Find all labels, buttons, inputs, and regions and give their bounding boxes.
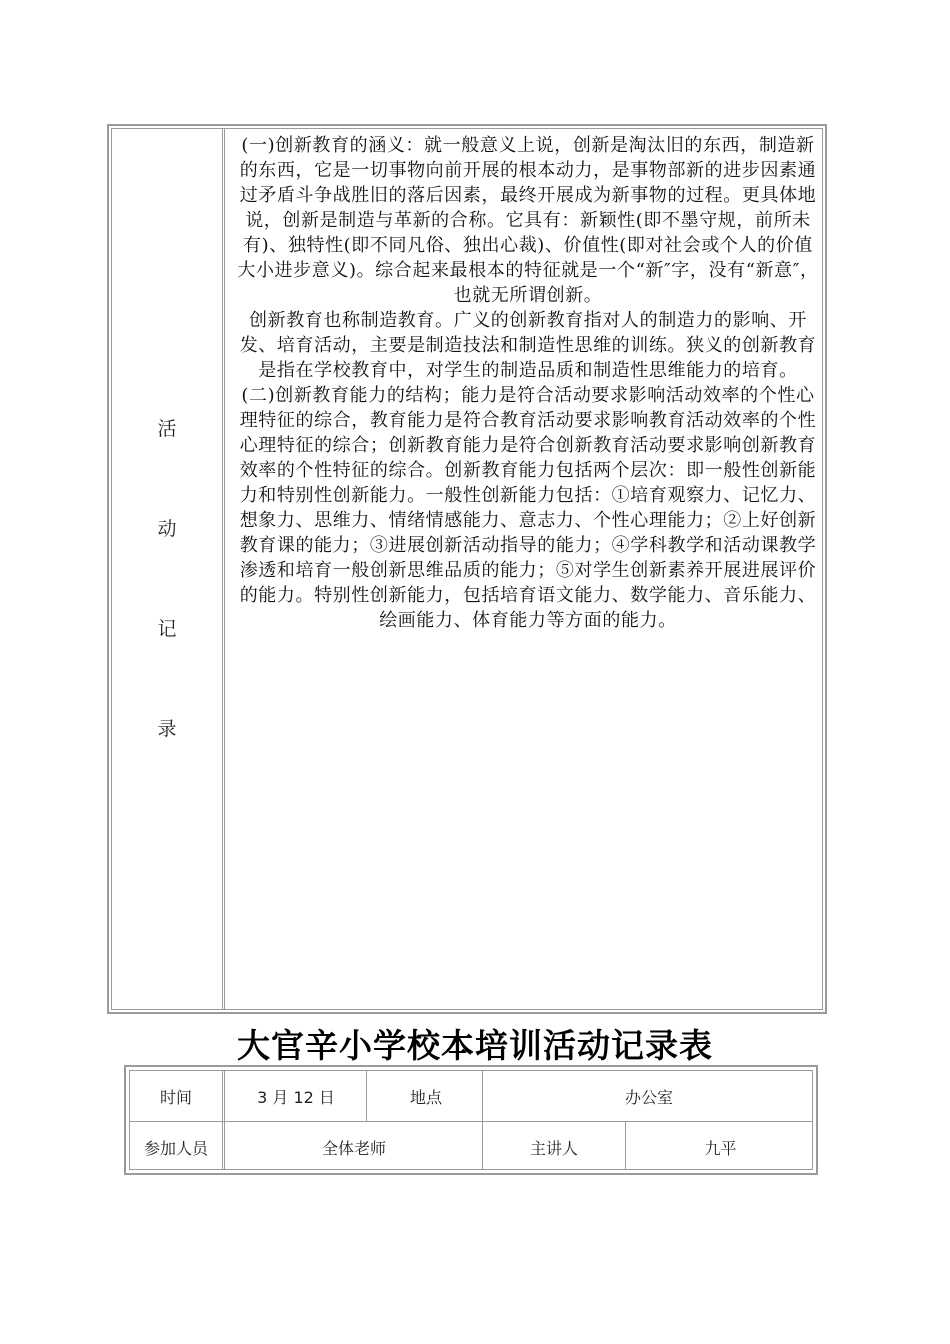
activity-record-table [107, 124, 827, 1014]
speaker-value: 九平 [704, 1138, 737, 1158]
info-row-divider [129, 1121, 813, 1122]
participants-label: 参加人员 [143, 1138, 208, 1158]
time-label: 时间 [159, 1087, 192, 1107]
place-label: 地点 [409, 1087, 442, 1107]
training-info-table [124, 1065, 818, 1175]
participants-value: 全体老师 [321, 1138, 386, 1158]
activity-record-inner-border [111, 128, 823, 1010]
paragraph-innovation-ability-structure: (二)创新教育能力的结构；能力是符合活动要求影响活动效率的个性心理特征的综合，教育能力是符合教育活动要求影响教育活动效率的个性心理特征的综合；创新教育能力是符合创新教育活动要求影响创新教育效率的个性特征的综合。创新教育能力包括两个层次：即一般性创新能力和特别性创新能力。一般性创新能力包括：①培育观察力、记忆力、想象力、思维力、情绪情感能力、意志力、个性心理能力；②上好创新教育课的能力；③进展创新活动指导的能力；④学科教学和活动课教学渗透和培育一般创新思维品质的能力；⑤对学生创新素养开展进展评价的能力。特别性创新能力，包括培育语文能力、数学能力、音乐能力、绘画能力、体育能力等方面的能力。 [239, 385, 817, 631]
page-title: 大官辛小学校本培训活动记录表 [237, 1026, 713, 1065]
record-label-char-1: 活 [157, 418, 177, 440]
record-label-char-3: 记 [157, 618, 177, 640]
place-value: 办公室 [624, 1087, 673, 1107]
info-col-divider-2 [366, 1070, 367, 1121]
paragraph-innovation-education-meaning: (一)创新教育的涵义：就一般意义上说，创新是淘汰旧的东西，制造新的东西，它是一切事物向前开展的根本动力，是事物部新的进步因素通过矛盾斗争战胜旧的落后因素，最终开展成为新事物的过程。更具体地说，创新是制造与革新的合称。它具有：新颖性(即不墨守规，前所未有)、独特性(即不同凡俗、独出心裁)、价值性(即对社会或个人的价值大小进步意义)。综合起来最根本的特征就是一个“新″字，没有“新意″，也就无所谓创新。 [237, 135, 819, 306]
paragraph-creative-education-definition: 创新教育也称制造教育。广义的创新教育指对人的制造力的影响、开发、培育活动，主要是制造技法和制造性思维的训练。狭义的创新教育是指在学校教育中，对学生的制造品质和制造性思维能力的培育。 [239, 310, 817, 381]
record-content-text [235, 133, 821, 633]
record-label-char-2: 动 [157, 518, 177, 540]
record-label-char-4: 录 [157, 718, 177, 740]
speaker-label: 主讲人 [529, 1138, 578, 1158]
record-content-column [229, 129, 822, 1009]
info-col-divider-1 [222, 1070, 225, 1170]
record-label-column [112, 129, 225, 1009]
time-value: 3 月 12 日 [257, 1087, 335, 1107]
info-col-divider-3 [482, 1070, 483, 1170]
info-col-divider-4 [625, 1122, 626, 1170]
